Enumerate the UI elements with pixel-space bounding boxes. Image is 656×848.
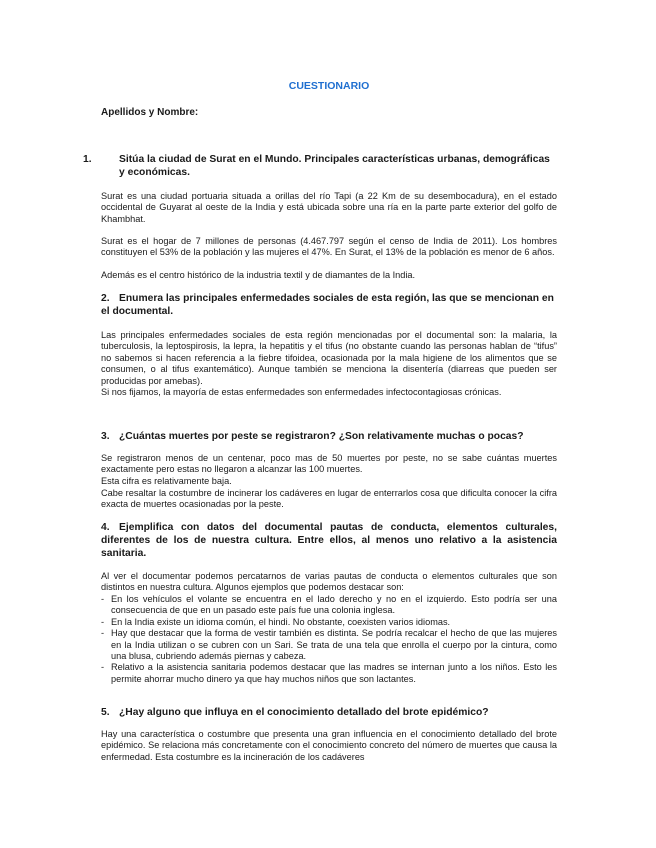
question-5-number: 5.: [101, 707, 110, 718]
question-2-number: 2.: [101, 293, 110, 304]
question-5-text: ¿Hay alguno que influya en el conocimiento detallado del brote epidémico?: [119, 707, 489, 718]
answer-3-paragraph-1: Se registraron menos de un centenar, poco mas de 50 muertes por peste, no se sabe cuántas muertes exactamente pero estas no llegaron a alcanzar las 100 muertes.: [101, 453, 557, 475]
question-3-number: 3.: [101, 431, 110, 442]
answer-2-paragraph-2: Si nos fijamos, la mayoría de estas enfermedades son enfermedades infectocontagiosas crónicas.: [101, 387, 502, 397]
answer-3-paragraph-2: Esta cifra es relativamente baja.: [101, 476, 232, 486]
question-1-number: 1.: [83, 154, 92, 165]
question-5-heading: [101, 706, 557, 719]
answer-1-paragraph-3: Además es el centro histórico de la industria textil y de diamantes de la India.: [101, 270, 416, 280]
question-1-text: Sitúa la ciudad de Surat en el Mundo. Principales características urbanas, demográficas y económicas.: [119, 154, 550, 178]
document-title: CUESTIONARIO: [288, 80, 370, 92]
list-item: - En los vehículos el volante se encuentra en el lado derecho y no en el izquierdo. Esto podría ser una consecuencia de que en un pasado este país fue una colonia inglesa.: [101, 594, 557, 617]
name-label: Apellidos y Nombre:: [101, 107, 199, 118]
answer-3-paragraph-3: Cabe resaltar la costumbre de incinerar los cadáveres en lugar de enterrarlos cosa que dificulta conocer la cifra exacta de muertes ocasionadas por la peste.: [101, 488, 557, 510]
answer-5-paragraph-1: Hay una característica o costumbre que presenta una gran influencia en el conocimiento detallado del brote epidémico. Se relaciona más concretamente con el conocimiento concreto del número de muertes que causa la enfermedad. Esta costumbre es la incineración de los cadáveres: [101, 729, 557, 762]
answer-1-paragraph-1: Surat es una ciudad portuaria situada a orillas del río Tapi (a 22 Km de su desembocadura), en el estado occidental de Guyarat al oeste de la India y está ubicada sobre una ría en la parte parte exterior del golfo de Khambhat.: [101, 191, 557, 224]
question-3-text: ¿Cuántas muertes por peste se registraron? ¿Son relativamente muchas o pocas?: [119, 431, 524, 442]
list-item: - Relativo a la asistencia sanitaria podemos destacar que las madres se internan junto a los niños. Esto les permite ahorrar mucho dinero ya que hay muchos niños que son lactantes.: [101, 662, 557, 685]
question-2-heading: [101, 292, 557, 318]
list-item: - En la India existe un idioma común, el hindi. No obstante, coexisten varios idiomas.: [101, 617, 557, 628]
question-1-heading: [83, 153, 557, 179]
list-item: - Hay que destacar que la forma de vestir también es distinta. Se podría recalcar el hecho de que las mujeres en la India utilizan o se cubren con un Sari. Se trata de una tela que enrolla el cuerpo por la cintura, como una blusa, cubriendo además piernas y cabeza.: [101, 628, 557, 662]
answer-4-list: [101, 594, 557, 685]
question-4-text: Ejemplifica con datos del documental pautas de conducta, elementos culturales, diferentes de los de nuestra cultura. Entre ellos, al menos uno relativo a la asistencia sanitaria.: [101, 522, 557, 559]
answer-1-paragraph-2: Surat es el hogar de 7 millones de personas (4.467.797 según el censo de India de 2011). Los hombres constituyen el 53% de la población y las mujeres el 47%. En Surat, el 13% de la población es menor de 6 años.: [101, 236, 557, 258]
question-2-text: Enumera las principales enfermedades sociales de esta región, las que se mencionan en el documental.: [101, 293, 554, 317]
question-4-heading: [101, 521, 557, 560]
answer-4-intro: Al ver el documentar podemos percatarnos de varias pautas de conducta o elementos culturales que son distintos en nuestra cultura. Algunos ejemplos que podemos destacar son:: [101, 571, 557, 593]
answer-2-paragraph-1: Las principales enfermedades sociales de esta región mencionadas por el documental son: la malaria, la tuberculosis, la leptospirosis, la lepra, la hepatitis y el tifus (no obstante cuando las personas hablan de “tifus” no sabemos si hacen referencia a la fiebre tifoidea, ocasionada por la mala higiene de los alimentos que se consumen, o al tifus exantemático). Aunque también se menciona la disentería (diarreas que pueden ser producidas por amebas).: [101, 330, 557, 386]
question-3-heading: [101, 430, 557, 443]
question-4-number: 4.: [101, 522, 110, 533]
